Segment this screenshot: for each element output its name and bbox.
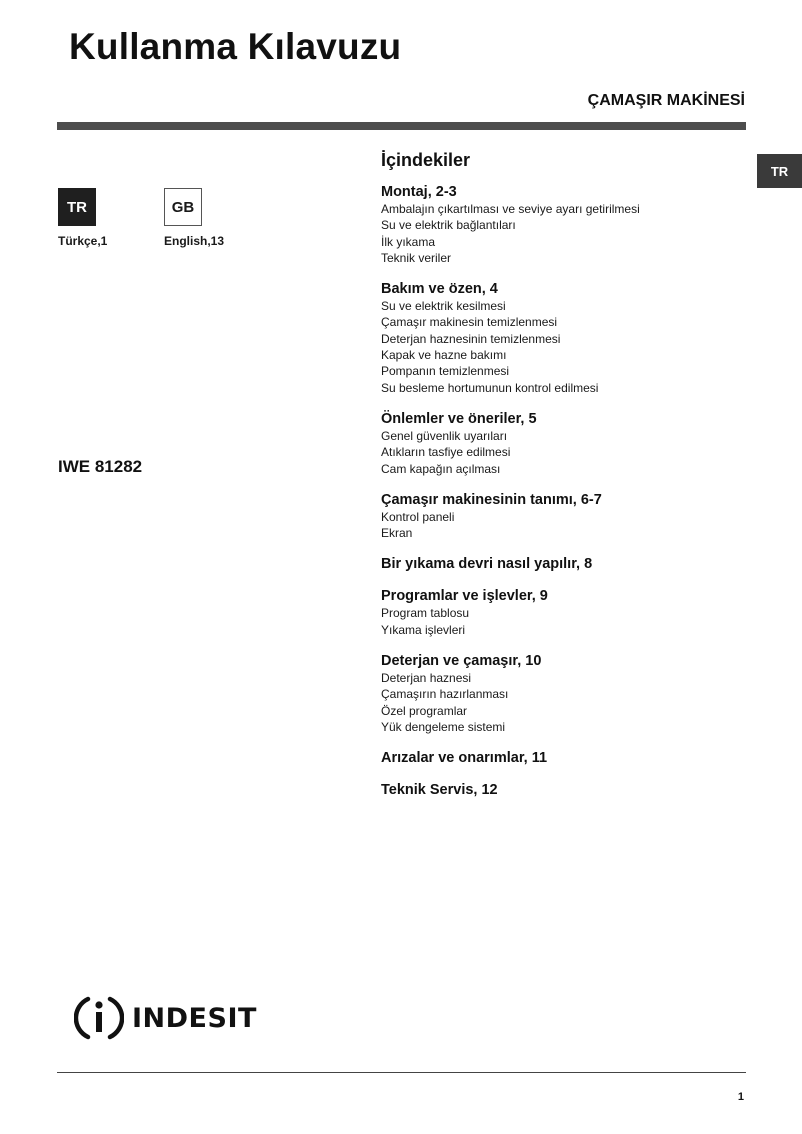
toc-item[interactable]: Yük dengeleme sistemi bbox=[381, 719, 506, 734]
brand-name: INDESIT bbox=[132, 1002, 257, 1034]
toc-item[interactable]: Kontrol paneli bbox=[381, 509, 455, 524]
toc-section bbox=[381, 556, 741, 573]
language-tr[interactable] bbox=[58, 188, 124, 248]
product-category: ÇAMAŞIR MAKİNESİ bbox=[587, 92, 745, 109]
toc-section bbox=[381, 782, 741, 799]
toc-section-title[interactable]: Bir yıkama devri nasıl yapılır, 8 bbox=[381, 556, 593, 573]
toc-item[interactable]: Çamaşır makinesin temizlenmesi bbox=[381, 315, 558, 330]
table-of-contents bbox=[381, 150, 741, 814]
header-divider bbox=[57, 122, 746, 130]
toc-item[interactable]: Atıkların tasfiye edilmesi bbox=[381, 445, 511, 460]
toc-item[interactable]: Ambalajın çıkartılması ve seviye ayarı getirilmesi bbox=[381, 202, 640, 216]
toc-item[interactable]: Genel güvenlik uyarıları bbox=[381, 428, 508, 443]
toc-item[interactable]: Çamaşırın hazırlanması bbox=[381, 687, 509, 702]
toc-section-title[interactable]: Arızalar ve onarımlar, 11 bbox=[381, 750, 548, 767]
toc-section-title[interactable]: Programlar ve işlevler, 9 bbox=[381, 588, 548, 605]
toc-item[interactable]: Kapak ve hazne bakımı bbox=[381, 348, 507, 363]
toc-item[interactable]: Özel programlar bbox=[381, 703, 468, 718]
toc-item[interactable]: Su besleme hortumunun kontrol edilmesi bbox=[381, 380, 599, 395]
language-gb-badge[interactable]: GB bbox=[164, 188, 202, 226]
toc-item[interactable]: Cam kapağın açılması bbox=[381, 461, 501, 476]
indesit-i-logo-icon bbox=[74, 995, 124, 1041]
toc-section bbox=[381, 411, 741, 477]
toc-item[interactable]: Deterjan haznesi bbox=[381, 671, 472, 686]
toc-section bbox=[381, 750, 741, 767]
language-tr-badge[interactable]: TR bbox=[58, 188, 96, 226]
toc-item[interactable]: Deterjan haznesinin temizlenmesi bbox=[381, 331, 561, 346]
toc-section bbox=[381, 281, 741, 396]
footer-divider bbox=[57, 1072, 746, 1073]
language-gb-caption: English,13 bbox=[164, 234, 225, 248]
language-gb[interactable] bbox=[164, 188, 230, 248]
toc-item[interactable]: Program tablosu bbox=[381, 606, 470, 621]
toc-heading: İçindekiler bbox=[381, 150, 471, 170]
language-tr-caption: Türkçe,1 bbox=[58, 234, 108, 248]
brand-logo bbox=[74, 995, 257, 1041]
toc-section-title[interactable]: Deterjan ve çamaşır, 10 bbox=[381, 653, 542, 670]
toc-item[interactable]: İlk yıkama bbox=[381, 234, 436, 249]
toc-section-title[interactable]: Önlemler ve öneriler, 5 bbox=[381, 410, 537, 427]
toc-section-title[interactable]: Bakım ve özen, 4 bbox=[381, 281, 498, 298]
toc-item[interactable]: Su ve elektrik kesilmesi bbox=[381, 299, 506, 314]
toc-item[interactable]: Pompanın temizlenmesi bbox=[381, 364, 510, 379]
model-number: IWE 81282 bbox=[58, 457, 143, 476]
toc-section bbox=[381, 492, 741, 542]
toc-item[interactable]: Ekran bbox=[381, 526, 413, 541]
toc-item[interactable]: Su ve elektrik bağlantıları bbox=[381, 218, 516, 233]
toc-item[interactable]: Teknik veriler bbox=[381, 250, 452, 265]
toc-section bbox=[381, 653, 741, 735]
toc-item[interactable]: Yıkama işlevleri bbox=[381, 622, 466, 637]
document-title: Kullanma Kılavuzu bbox=[69, 26, 402, 67]
toc-section-title[interactable]: Teknik Servis, 12 bbox=[381, 782, 498, 799]
toc-sections bbox=[381, 184, 741, 799]
toc-section-title[interactable]: Çamaşır makinesinin tanımı, 6-7 bbox=[381, 491, 602, 508]
toc-section bbox=[381, 588, 741, 638]
toc-section bbox=[381, 184, 741, 266]
toc-section-title[interactable]: Montaj, 2-3 bbox=[381, 184, 457, 200]
page-number: 1 bbox=[737, 1091, 744, 1103]
language-side-tab[interactable]: TR bbox=[757, 154, 802, 188]
